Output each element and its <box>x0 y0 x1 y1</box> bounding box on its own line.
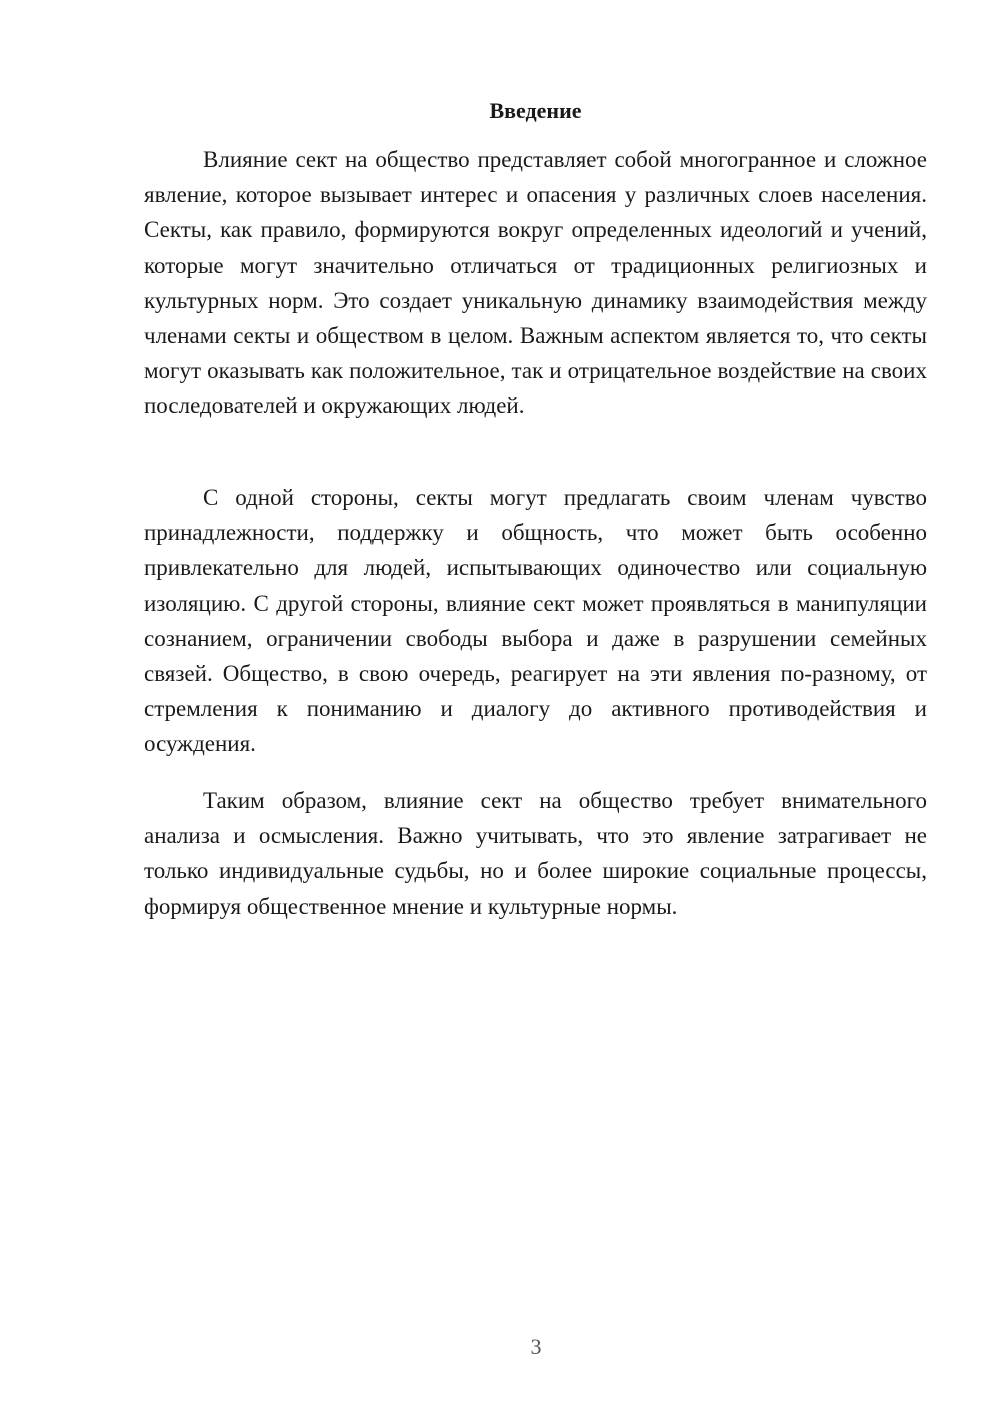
paragraph-1: Влияние сект на общество представляет собой многогранное и сложное явление, которое вызывает интерес и опасения у различных слоев населения. Секты, как правило, формируются вокруг определенных идеологий и учений, которые могут значительно отличаться от традиционных религиозных и культурных норм. Это создает уникальную динамику взаимодействия между членами секты и обществом в целом. Важным аспектом является то, что секты могут оказывать как положительное, так и отрицательное воздействие на своих последователей и окружающих людей. <box>144 147 927 419</box>
paragraph-3: Таким образом, влияние сект на общество требует внимательного анализа и осмысления. Важно учитывать, что это явление затрагивает не только индивидуальные судьбы, но и более широкие социальные процессы, формируя общественное мнение и культурные нормы. <box>144 788 927 919</box>
paragraph-2: С одной стороны, секты могут предлагать своим членам чувство принадлежности, поддержку и общность, что может быть особенно привлекательно для людей, испытывающих одиночество или социальную изоляцию. С другой стороны, влияние сект может проявляться в манипуляции сознанием, ограничении свободы выбора и даже в разрушении семейных связей. Общество, в свою очередь, реагирует на эти явления по-разному, от стремления к пониманию и диалогу до активного противодействия и осуждения. <box>144 485 927 757</box>
section-title: Введение <box>489 98 582 123</box>
page-number: 3 <box>530 1334 542 1359</box>
